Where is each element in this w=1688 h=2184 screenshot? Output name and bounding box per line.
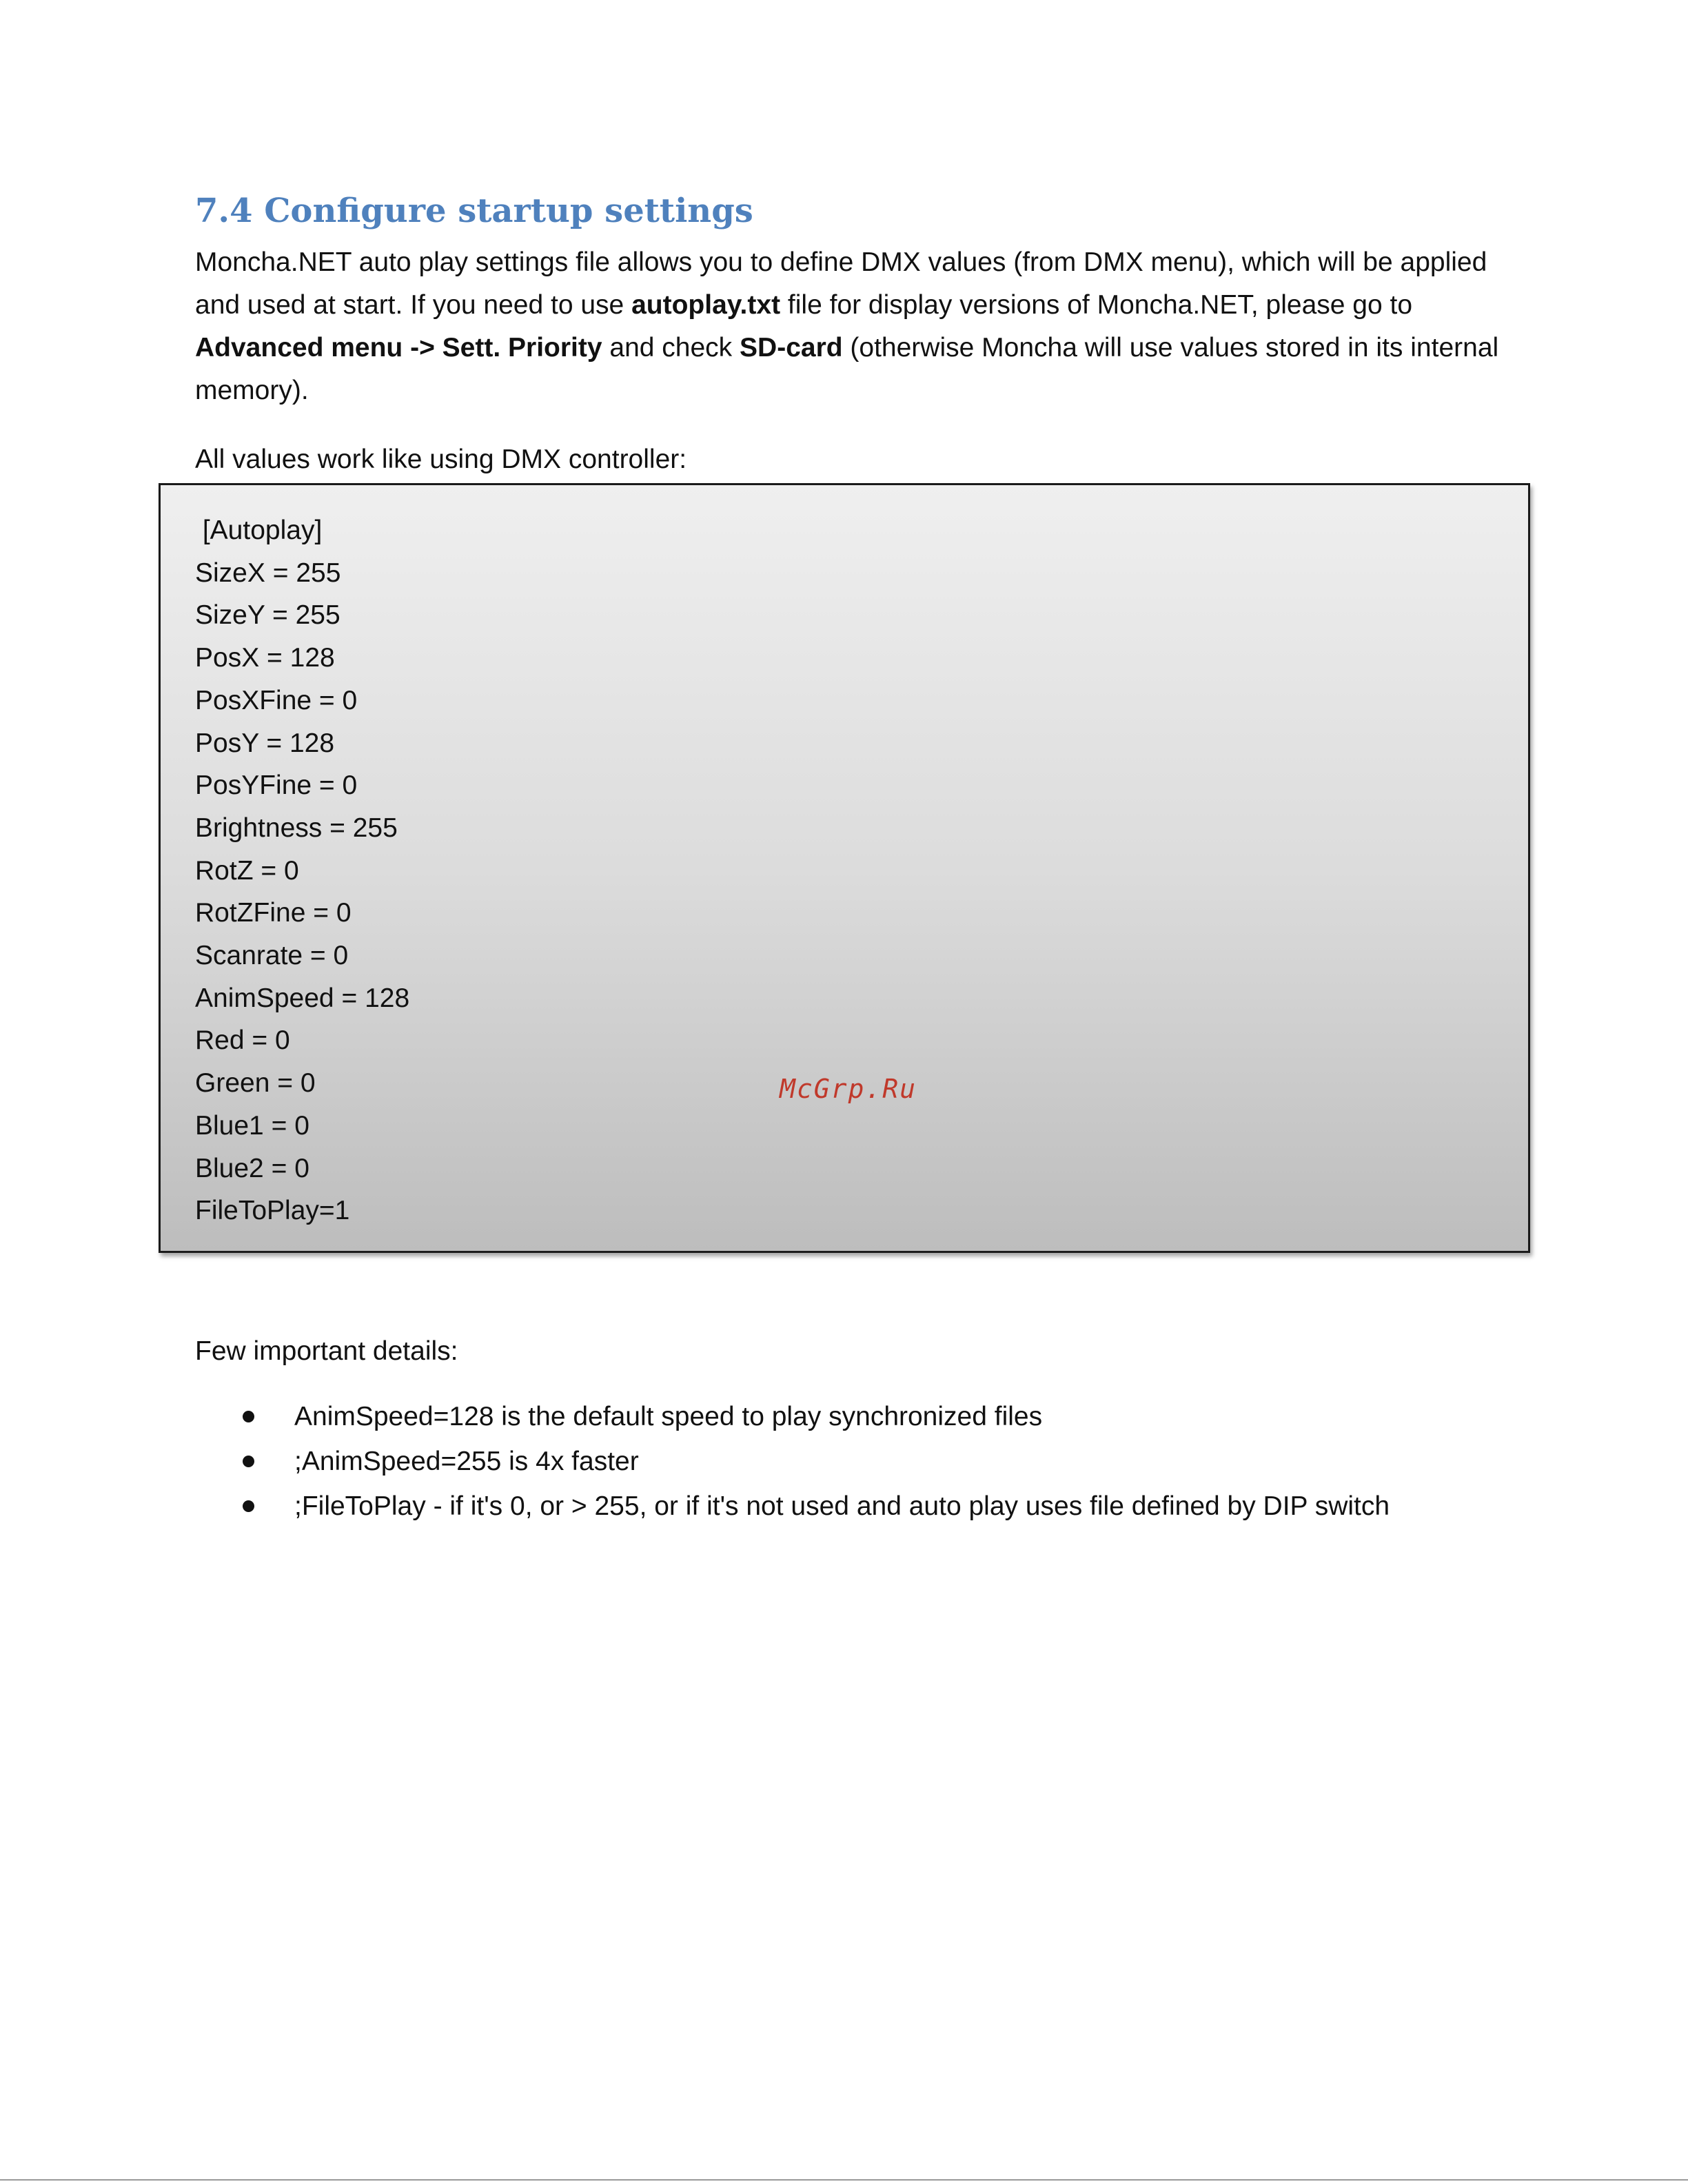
bullet-icon <box>243 1500 254 1512</box>
intro-text-run: Moncha.NET auto play settings file allows you to define DMX values (from DMX menu), which will be applied and used at start. If you need to use <box>195 247 1487 320</box>
list-item <box>195 1447 1539 1477</box>
code-line: RotZFine = 0 <box>195 898 352 928</box>
lead-text: All values work like using DMX controller: <box>195 445 687 474</box>
code-line: PosY = 128 <box>195 728 335 758</box>
code-line: Brightness = 255 <box>195 813 398 843</box>
list-item <box>195 1402 1539 1432</box>
intro-bold-term: Advanced menu -> Sett. Priority <box>195 333 602 363</box>
code-line: FileToPlay=1 <box>195 1196 350 1226</box>
list-item-text: ;FileToPlay - if it's 0, or > 255, or if it's not used and auto play uses file defined by DIP switch <box>294 1491 1390 1521</box>
code-line: RotZ = 0 <box>195 855 299 886</box>
watermark: McGrp.Ru <box>780 1074 917 1104</box>
code-line: PosX = 128 <box>195 643 335 673</box>
code-line: PosYFine = 0 <box>195 770 358 801</box>
details-title: Few important details: <box>195 1336 458 1366</box>
code-line: Red = 0 <box>195 1025 290 1056</box>
bullet-icon <box>243 1411 254 1422</box>
intro-paragraph <box>195 241 1505 412</box>
code-lines <box>195 509 409 1232</box>
code-line: Green = 0 <box>195 1068 316 1099</box>
details-list <box>195 1402 1539 1536</box>
code-line: [Autoplay] <box>195 516 323 545</box>
code-line: PosXFine = 0 <box>195 685 358 715</box>
intro-text-run: (otherwise Moncha will use values stored in its internal memory). <box>195 333 1499 405</box>
bullet-icon <box>243 1456 254 1467</box>
page-bottom-rule <box>0 2179 1688 2181</box>
list-item-text: ;AnimSpeed=255 is 4x faster <box>294 1447 639 1476</box>
code-line: Blue2 = 0 <box>195 1153 309 1183</box>
section-heading: 7.4 Configure startup settings <box>195 192 753 230</box>
intro-text-run: and check <box>602 333 740 363</box>
code-line: Scanrate = 0 <box>195 941 349 971</box>
code-line: SizeX = 255 <box>195 558 341 588</box>
list-item-text: AnimSpeed=128 is the default speed to play synchronized files <box>294 1402 1043 1431</box>
code-line: Blue1 = 0 <box>195 1110 309 1141</box>
intro-bold-term: autoplay.txt <box>631 290 781 320</box>
intro-bold-term: SD-card <box>740 333 843 363</box>
intro-text-run: file for display versions of Moncha.NET, please go to <box>780 290 1413 320</box>
code-line: AnimSpeed = 128 <box>195 983 410 1013</box>
autoplay-code-box <box>159 483 1530 1253</box>
list-item <box>195 1491 1539 1522</box>
code-line: SizeY = 255 <box>195 600 340 631</box>
